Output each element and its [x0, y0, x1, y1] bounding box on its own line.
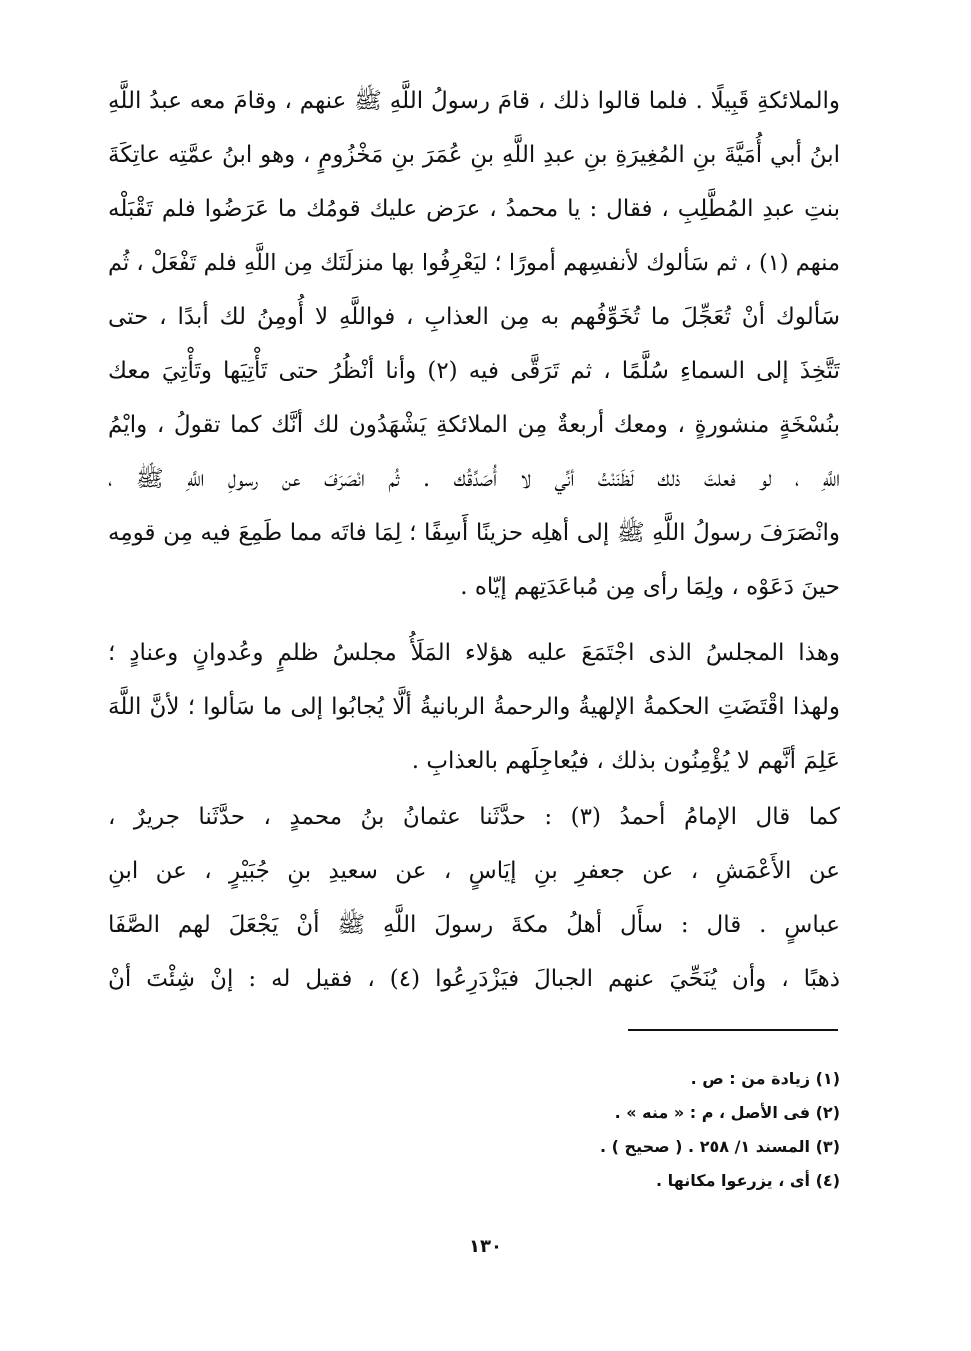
- text-line: منهم (١) ، ثم سَألوك لأنفسِهم أمورًا ؛ ليَعْرِفُوا بها منزلَتَك مِن اللَّهِ فلم تَفْعَلْ ، ثُم: [108, 250, 840, 276]
- text-line: عَلِمَ أنَّهم لا يُؤْمِنُون بذلك ، فيُعاجِلَهم بالعذابِ .: [411, 748, 840, 774]
- text-line: سَألوك أنْ تُعَجِّلَ ما تُخَوِّفُهم به مِن العذابِ ، فواللَّهِ لا أُومِنُ لك أبدًا ، حتى: [108, 304, 840, 330]
- text-line: كما قال الإمامُ أحمدُ (٣) : حدَّثَنا عثمانُ بنُ محمدٍ ، حدَّثَنا جريرٌ ،: [108, 804, 840, 830]
- footnote-4: (٤) أى ، يزرعوا مكانها .: [656, 1171, 840, 1190]
- footnote-1: (١) زيادة من : ص .: [690, 1069, 840, 1088]
- text-line: عباسٍ . قال : سأَل أهلُ مكةَ رسولَ اللَّهِ ﷺ أنْ يَجْعَلَ لهم الصَّفَا: [108, 912, 840, 938]
- text-line: اللَّهِ ، لو فعلتَ ذلك لَظَنَنْتُ أنِّي لا أُصَدِّقُك . ثُم انْصَرَفَ عن رسولِ اللَّهِ ﷺ ،: [108, 466, 840, 492]
- text-line: ولهذا اقْتَضَتِ الحكمةُ الإلهيةُ والرحمةُ الربانيةُ ألَّا يُجابُوا إلى ما سَألوا ؛ لأنَّ اللَّهَ: [108, 694, 840, 720]
- page-number: ١٣٠: [469, 1236, 502, 1257]
- paragraph-1: [108, 74, 840, 614]
- text-line: تَتَّخِذَ إلى السماءِ سُلَّمًا ، ثم تَرَقَّى فيه (٢) وأنا أنْظُرُ حتى تَأْتِيَها وتَأْتِيَ معك: [108, 358, 840, 384]
- text-line: عن الأَعْمَشِ ، عن جعفرِ بنِ إيَاسٍ ، عن سعيدِ بنِ جُبَيْرٍ ، عن ابنِ: [108, 858, 840, 884]
- text-line: ذهبًا ، وأن يُنَحِّيَ عنهم الجبالَ فيَزْدَرِعُوا (٤) ، فقيل له : إنْ شِئْتَ أنْ: [108, 966, 840, 992]
- text-line: وانْصَرَفَ رسولُ اللَّهِ ﷺ إلى أهلِه حزينًا أَسِفًا ؛ لِمَا فاتَه مما طَمِعَ فيه مِن قومِه: [108, 520, 840, 546]
- text-line: وهذا المجلسُ الذى اجْتَمَعَ عليه هؤلاء المَلَأُ مجلسُ ظلمٍ وعُدوانٍ وعنادٍ ؛: [108, 640, 840, 666]
- footnotes: [420, 1062, 840, 1198]
- footnote-3: (٣) المسند ١/ ٢٥٨ . ( صحيح ) .: [600, 1137, 840, 1156]
- footnote-divider: [628, 1029, 838, 1031]
- text-line: بنتِ عبدِ المُطَّلِبِ ، فقال : يا محمدُ ، عرَض عليك قومُك ما عَرَضُوا فلم تَقْبَلْه: [108, 196, 840, 222]
- footnote-2: (٢) فى الأصل ، م : « منه » .: [614, 1103, 840, 1122]
- paragraph-3: [108, 790, 840, 1006]
- text-line: والملائكةِ قَبِيلًا . فلما قالوا ذلك ، قامَ رسولُ اللَّهِ ﷺ عنهم ، وقامَ معه عبدُ اللَّهِ: [108, 88, 840, 114]
- text-line: ابنُ أبي أُمَيَّةَ بنِ المُغِيرَةِ بنِ عبدِ اللَّهِ بنِ عُمَرَ بنِ مَخْزُومٍ ، وهو ابنُ عمَّتِه عاتِكَةَ: [108, 142, 840, 168]
- text-line: بنُسْخَةٍ منشورةٍ ، ومعك أربعةٌ مِن الملائكةِ يَشْهَدُون لك أنَّك كما تقولُ ، وايْمُ: [108, 412, 840, 438]
- text-line: حينَ دَعَوْه ، ولِمَا رأى مِن مُباعَدَتِهم إيّاه .: [460, 574, 840, 600]
- paragraph-2: [108, 626, 840, 788]
